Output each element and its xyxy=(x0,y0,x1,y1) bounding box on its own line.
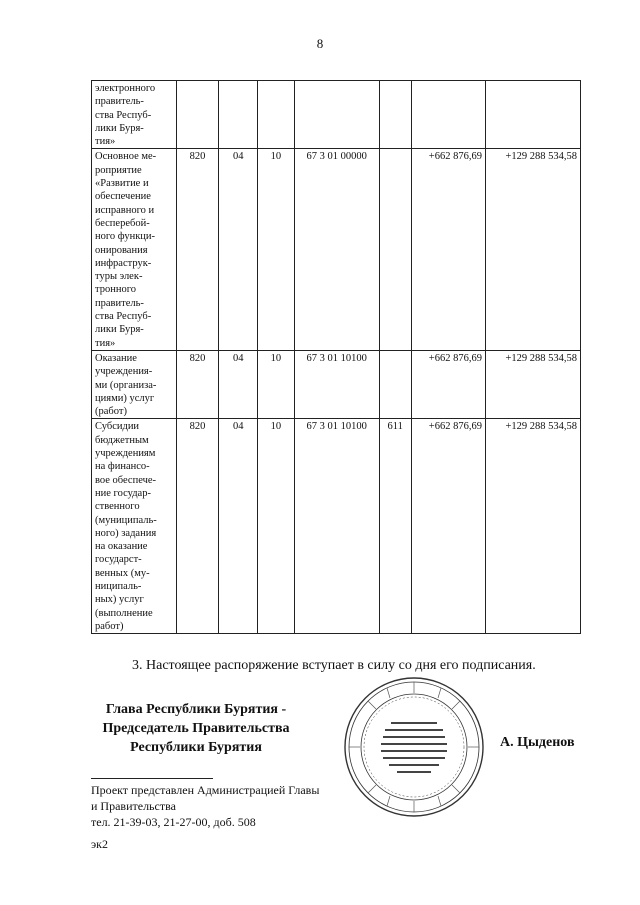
table-cell-amount-change xyxy=(411,81,485,149)
table-cell-target-article: 67 3 01 10100 xyxy=(294,419,379,634)
table-cell-subsection xyxy=(258,81,295,149)
table-cell-subsection: 10 xyxy=(258,149,295,350)
signatory-title: Глава Республики Бурятия - Председатель Правительства Республики Бурятия xyxy=(102,702,290,755)
table-cell-amount-total xyxy=(485,81,580,149)
table-cell-name: Основное ме- роприятие «Развитие и обеспечение исправного и бесперебой- ного функци- онирования инфраструк- туры элек- тронного правитель- ства Респуб- лики Буря- тия» xyxy=(92,149,177,350)
table-cell-section: 04 xyxy=(219,419,258,634)
table-cell-ministry: 820 xyxy=(176,419,219,634)
table-cell-target-article: 67 3 01 00000 xyxy=(294,149,379,350)
table-cell-amount-total: +129 288 534,58 xyxy=(485,149,580,350)
table-cell-subsection: 10 xyxy=(258,419,295,634)
table-cell-amount-total: +129 288 534,58 xyxy=(485,350,580,418)
table-cell-expense-type xyxy=(379,149,411,350)
official-seal-icon xyxy=(343,676,485,818)
table-cell-name: Субсидии бюджетным учреждениям на финансо- вое обеспече- ние государ- ственного (муниципаль- ного) задания на оказание государст- венных (му- ниципаль- ных) услуг (выполнение работ) xyxy=(92,419,177,634)
table-cell-expense-type: 611 xyxy=(379,419,411,634)
table-cell-amount-change: +662 876,69 xyxy=(411,149,485,350)
table-cell-target-article xyxy=(294,81,379,149)
table-cell-name: электронного правитель- ства Респуб- лики Буря- тия» xyxy=(92,81,177,149)
table-cell-section: 04 xyxy=(219,149,258,350)
table-cell-ministry xyxy=(176,81,219,149)
table-cell-amount-total: +129 288 534,58 xyxy=(485,419,580,634)
table-cell-subsection: 10 xyxy=(258,350,295,418)
document-code: эк2 xyxy=(91,837,108,851)
table-row xyxy=(92,419,581,634)
table-cell-section: 04 xyxy=(219,350,258,418)
budget-table xyxy=(91,80,581,634)
table-cell-amount-change: +662 876,69 xyxy=(411,419,485,634)
table-cell-ministry: 820 xyxy=(176,350,219,418)
page-number: 8 xyxy=(316,36,324,51)
table-row xyxy=(92,81,581,149)
table-cell-target-article: 67 3 01 10100 xyxy=(294,350,379,418)
footnote: Проект представлен Администрацией Главы и Правительства тел. 21-39-03, 21-27-00, доб. 508 xyxy=(91,783,320,829)
clause-text: 3. Настоящее распоряжение вступает в силу со дня его подписания. xyxy=(132,658,536,673)
footnote-divider xyxy=(91,778,213,779)
table-cell-section xyxy=(219,81,258,149)
table-cell-name: Оказание учреждения- ми (организа- циями) услуг (работ) xyxy=(92,350,177,418)
table-cell-expense-type xyxy=(379,81,411,149)
signatory-name: А. Цыденов xyxy=(500,735,575,750)
table-row xyxy=(92,149,581,350)
table-row xyxy=(92,350,581,418)
table-cell-amount-change: +662 876,69 xyxy=(411,350,485,418)
table-cell-expense-type xyxy=(379,350,411,418)
budget-table-body xyxy=(92,81,581,634)
table-cell-ministry: 820 xyxy=(176,149,219,350)
